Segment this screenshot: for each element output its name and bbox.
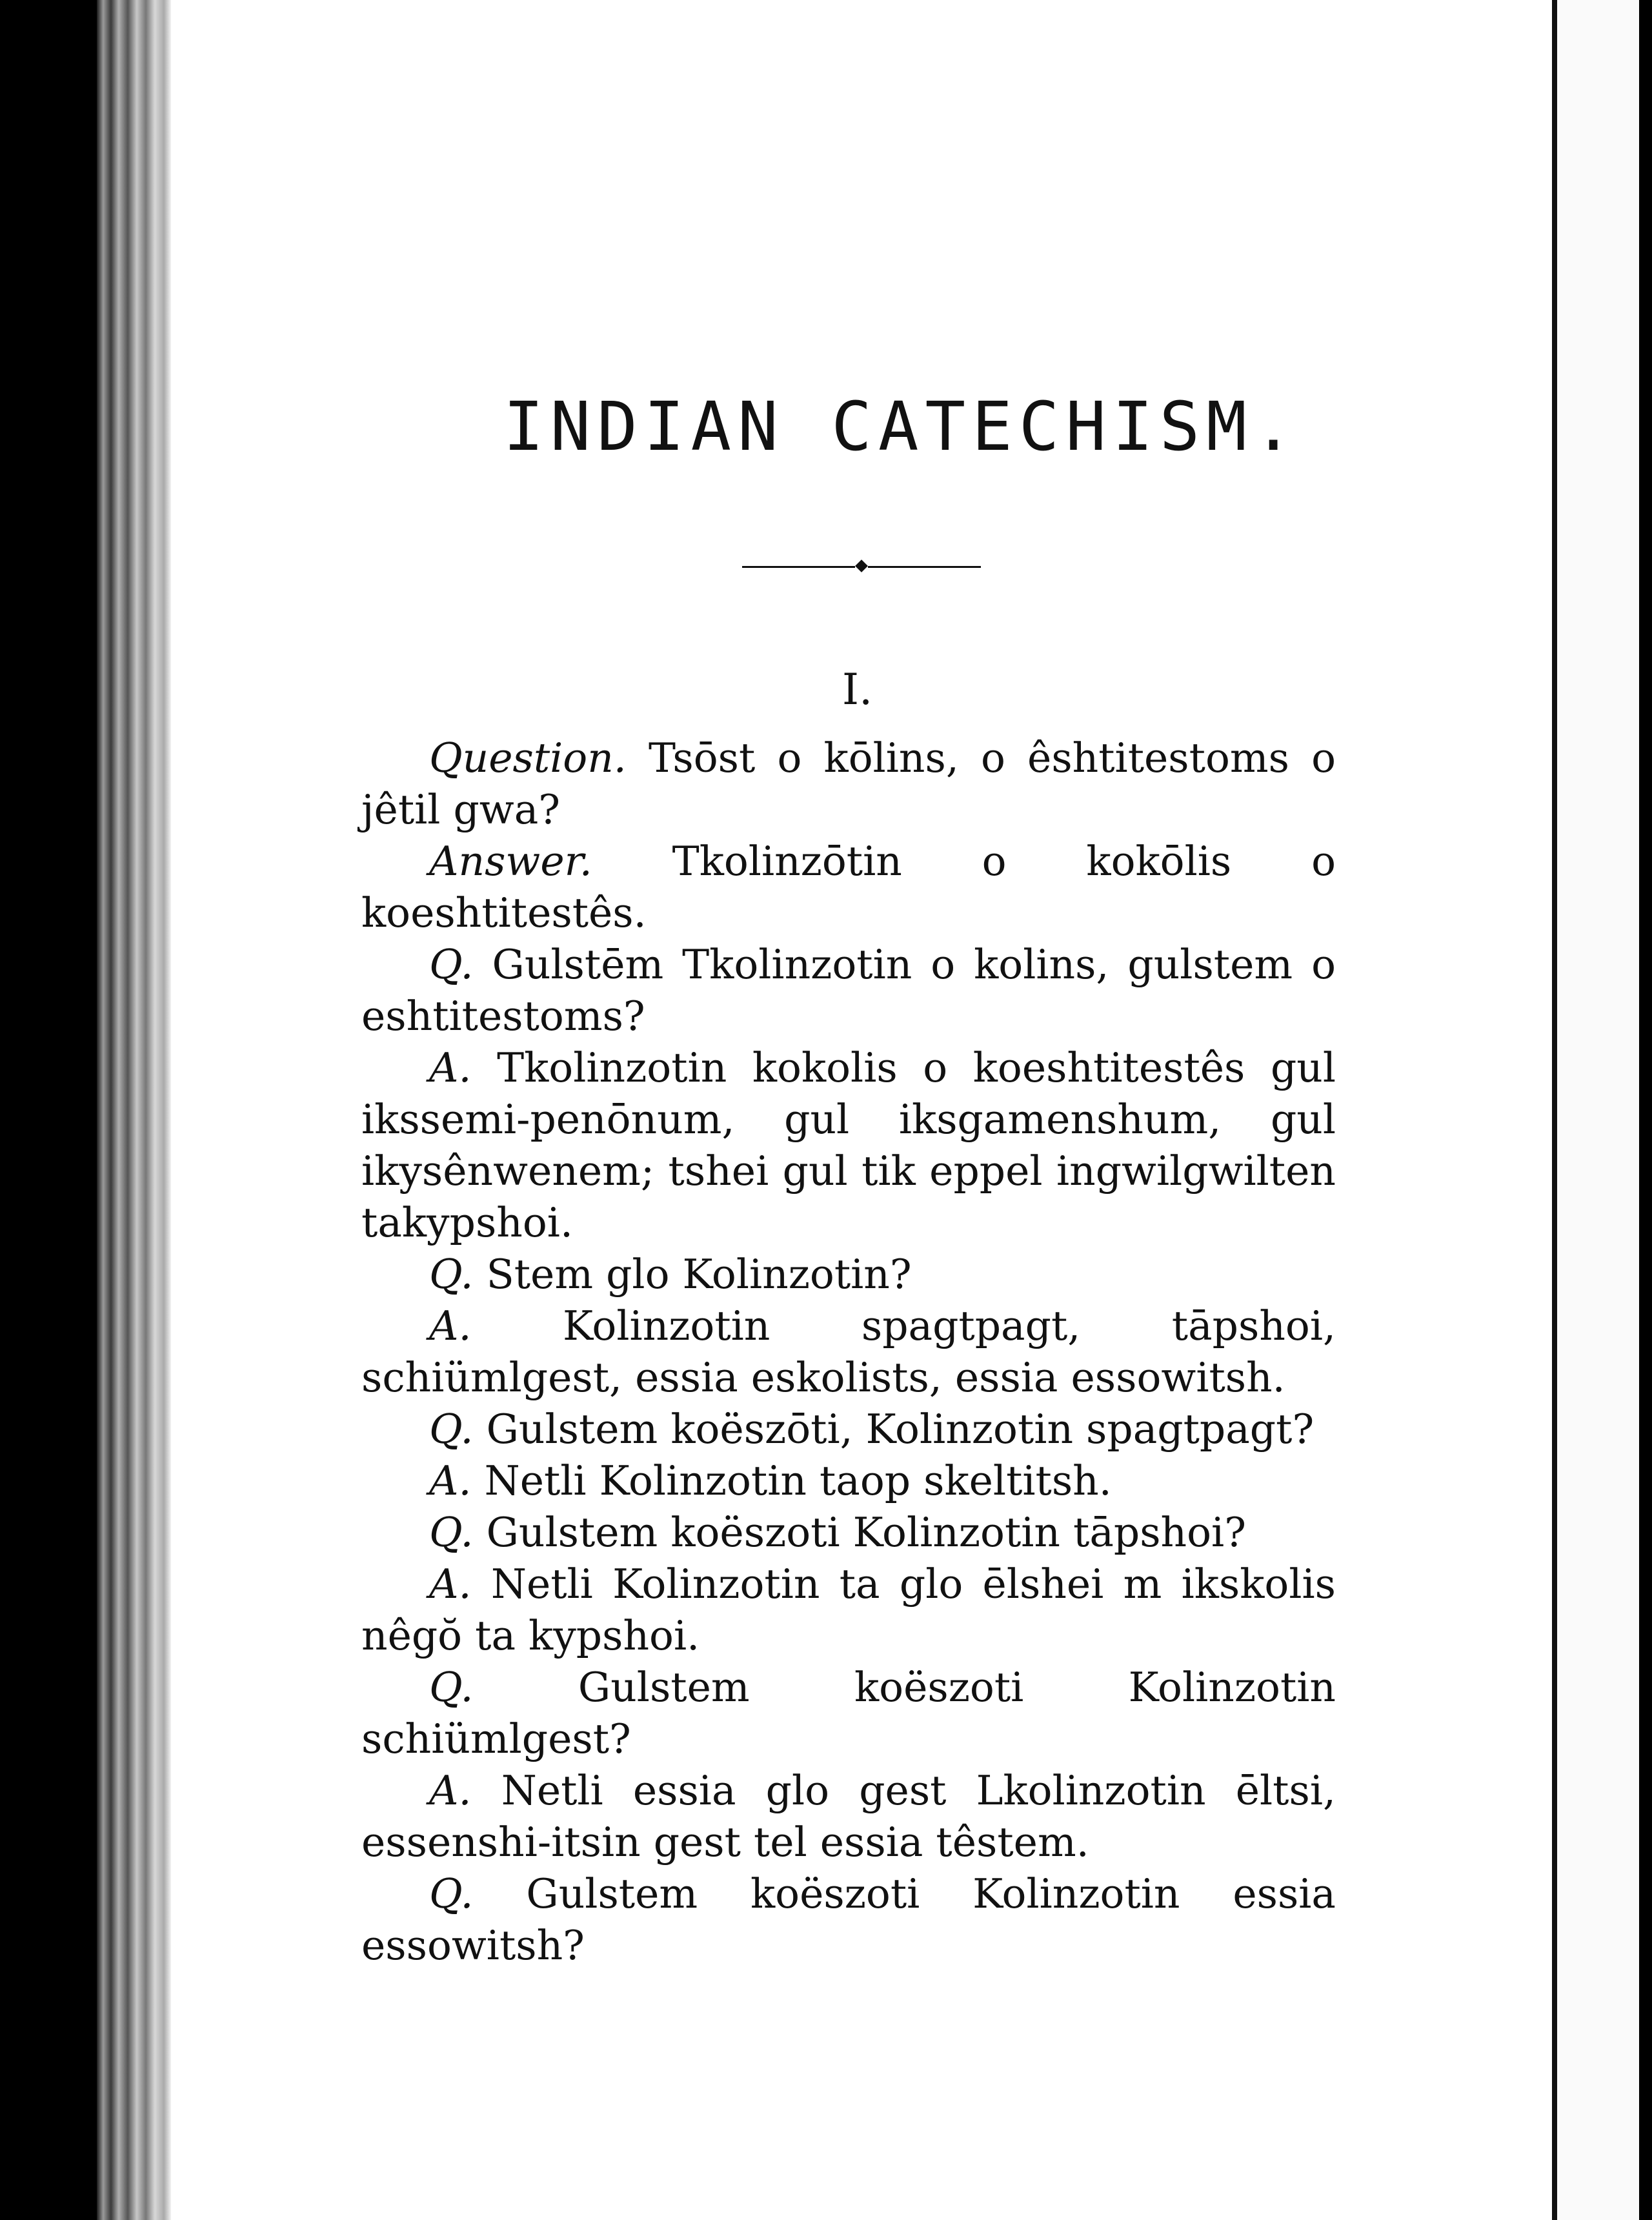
ornament-line-right	[868, 566, 981, 568]
qa-entry	[361, 1300, 1336, 1404]
qa-entry	[361, 836, 1336, 939]
adjacent-page-strip	[1557, 0, 1652, 2220]
qa-entry	[361, 1662, 1336, 1765]
qa-label: Answer.	[429, 838, 592, 885]
qa-label: A.	[429, 1560, 472, 1608]
qa-entry	[361, 1868, 1336, 1972]
qa-label: Question.	[429, 734, 627, 782]
qa-label: Q.	[429, 1664, 474, 1711]
qa-text: Stem glo Kolinzotin?	[486, 1251, 912, 1298]
qa-entry	[361, 1507, 1336, 1559]
catechism-body	[361, 732, 1336, 1972]
qa-label: Q.	[429, 1509, 474, 1556]
qa-text: Gulstem koëszoti Kolinzotin schiümlgest?	[361, 1664, 1336, 1762]
qa-entry	[361, 1455, 1336, 1507]
qa-entry	[361, 1404, 1336, 1455]
qa-entry	[361, 1559, 1336, 1662]
ornament-line-left	[742, 566, 855, 568]
qa-text: Gulstem koëszoti Kolinzotin essia essowitsh?	[361, 1870, 1336, 1969]
qa-text: Tkolinzōtin o kokōlis o koeshtitestês.	[361, 838, 1336, 936]
qa-text: Netli Kolinzotin ta glo ēlshei m ikskolis nêgŏ ta kypshoi.	[361, 1560, 1336, 1659]
qa-entry	[361, 939, 1336, 1042]
qa-entry	[361, 1249, 1336, 1300]
section-number: I.	[842, 665, 873, 714]
qa-label: Q.	[429, 1406, 474, 1453]
ornament-diamond-icon	[855, 560, 868, 572]
qa-entry	[361, 1042, 1336, 1249]
qa-label: Q.	[429, 1251, 474, 1298]
qa-label: A.	[429, 1044, 472, 1091]
scan-border	[1639, 0, 1652, 2220]
qa-text: Tkolinzotin kokolis o koeshtitestês gul ikssemi-penōnum, gul iksgamenshum, gul ikysênwenem; tshei gul tik eppel ingwilgwilten takypshoi.	[361, 1044, 1336, 1246]
title-ornament-rule	[742, 560, 981, 573]
page-title: INDIAN CATECHISM.	[503, 387, 1300, 466]
qa-label: A.	[429, 1457, 472, 1504]
qa-text: Tsōst o kōlins, o êshtitestoms o jêtil gwa?	[361, 734, 1336, 833]
qa-label: Q.	[429, 1870, 474, 1917]
book-binding-edge	[97, 0, 171, 2220]
qa-label: Q.	[429, 941, 474, 988]
qa-text: Gulstem koëszoti Kolinzotin tāpshoi?	[486, 1509, 1246, 1556]
qa-entry	[361, 732, 1336, 836]
qa-text: Kolinzotin spagtpagt, tāpshoi, schiümlgest, essia eskolists, essia essowitsh.	[361, 1302, 1336, 1401]
qa-label: A.	[429, 1302, 472, 1349]
qa-label: A.	[429, 1767, 472, 1814]
qa-text: Gulstēm Tkolinzotin o kolins, gulstem o eshtitestoms?	[361, 941, 1336, 1040]
page-right-edge	[1552, 0, 1557, 2220]
qa-text: Netli essia glo gest Lkolinzotin ēltsi, essenshi-itsin gest tel essia têstem.	[361, 1767, 1336, 1866]
qa-text: Gulstem koëszōti, Kolinzotin spagtpagt?	[486, 1406, 1315, 1453]
qa-entry	[361, 1765, 1336, 1868]
qa-text: Netli Kolinzotin taop skeltitsh.	[484, 1457, 1112, 1504]
